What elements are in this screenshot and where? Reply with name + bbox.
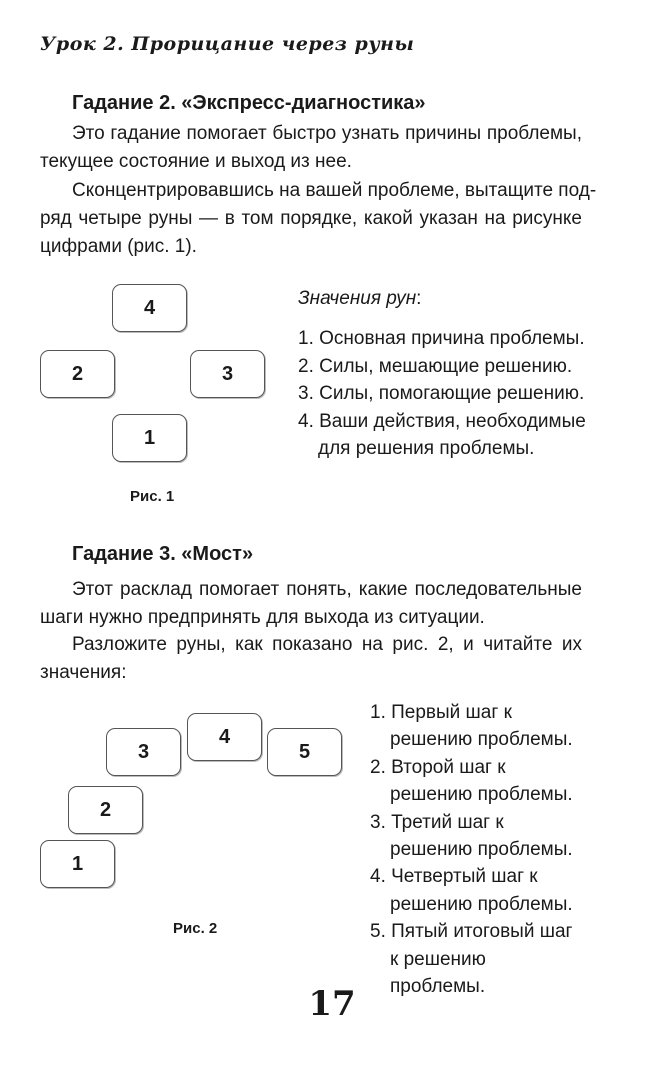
rune-tile-2: 2 [40,350,115,398]
section2-para1 [40,576,582,632]
rune-tile-3: 3 [106,728,181,776]
text-line: Разложите руны, как показано на рис. 2, и читайте их [72,634,582,655]
rune-tile-5: 5 [267,728,342,776]
meanings-heading: Значения рун: [298,288,422,309]
text-line: Сконцентрировавшись на вашей проблеме, вытащите под- [72,180,597,201]
text-line: Этот расклад помогает понять, какие последовательные [72,579,582,600]
rune-tile-3: 3 [190,350,265,398]
list-item: 4. Четвертый шаг к решению проблемы. [370,866,573,915]
list-item: 2. Силы, мешающие решению. [298,355,573,377]
section1-para1 [40,120,582,176]
text-line: цифрами (рис. 1). [40,236,197,257]
figure-caption-2: Рис. 2 [173,920,218,937]
text-line: ряд четыре руны — в том порядке, какой указан на рисунке [40,208,582,229]
list-item: 3. Третий шаг к решению проблемы. [370,811,573,861]
section2-para2 [40,631,582,687]
rune-tile-4: 4 [112,284,187,332]
section-title-express: Гадание 2. «Экспресс-диагностика» [72,92,426,114]
bridge-steps-list [370,699,582,1000]
running-header: Урок 2. Прорицание через руны [40,33,415,55]
list-item: 2. Второй шаг к решению проблемы. [370,756,573,806]
section-title-bridge: Гадание 3. «Мост» [72,543,254,565]
text-line: значения: [40,662,127,683]
text-line: шаги нужно предпринять для выхода из ситуации. [40,607,485,628]
list-item: 4. Ваши действия, необходимые для решения проблемы. [298,410,586,459]
page-number: 17 [308,984,356,1024]
rune-tile-4: 4 [187,713,262,761]
list-item: 1. Основная причина проблемы. [298,328,585,349]
text-line: текущее состояние и выход из нее. [40,151,352,172]
list-item: 3. Силы, помогающие решению. [298,383,585,404]
meanings-title: Значения рун [298,288,417,309]
text-line: Это гадание помогает быстро узнать причины проблемы, [72,123,582,144]
rune-tile-1: 1 [112,414,187,462]
list-item: 5. Пятый итоговый шаг к решению проблемы. [370,921,573,998]
rune-meanings-list [298,325,588,463]
rune-tile-2: 2 [68,786,143,834]
section1-para2 [40,177,597,261]
figure-caption-1: Рис. 1 [130,488,175,505]
rune-tile-1: 1 [40,840,115,888]
list-item: 1. Первый шаг к решению проблемы. [370,702,573,751]
